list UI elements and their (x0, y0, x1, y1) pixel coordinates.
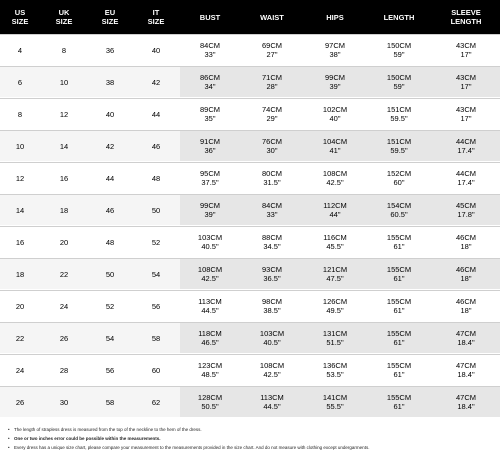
table-row (0, 386, 500, 418)
length-cm: 154CM (386, 201, 412, 210)
hips-cm: 97CM (324, 41, 345, 50)
table-row (0, 226, 500, 258)
waist-cell (240, 163, 304, 193)
length-cell (366, 323, 432, 353)
eu-size-cell: 58 (88, 387, 132, 417)
waist-cell (240, 291, 304, 321)
table-row (0, 290, 500, 322)
sleeve-cm: 46CM (455, 265, 476, 274)
sleeve-inches: 18.4" (457, 402, 475, 411)
waist-cell (240, 131, 304, 161)
it-size-cell: 50 (132, 195, 180, 225)
sleeve-cm: 45CM (455, 201, 476, 210)
note-item (8, 425, 498, 434)
bust-inches: 34" (204, 82, 216, 91)
length-cm: 151CM (386, 105, 412, 114)
hips-cm: 126CM (322, 297, 348, 306)
sleeve-cell (432, 35, 500, 65)
bust-inches: 40.5" (201, 242, 219, 251)
waist-inches: 42.5" (263, 370, 281, 379)
hips-cell (304, 387, 366, 417)
hips-cell (304, 259, 366, 289)
eu-size-cell: 44 (88, 163, 132, 193)
us-size-cell: 12 (0, 163, 40, 193)
table-row (0, 130, 500, 162)
uk-size-cell: 30 (40, 387, 88, 417)
eu-size-cell: 46 (88, 195, 132, 225)
us-size-cell: 4 (0, 35, 40, 65)
header-hips: HIPS (326, 12, 344, 22)
bust-inches: 46.5" (201, 338, 219, 347)
it-size-cell: 42 (132, 67, 180, 97)
bust-cm: 123CM (197, 361, 223, 370)
note-item (8, 443, 498, 452)
waist-cell (240, 195, 304, 225)
sleeve-cell (432, 131, 500, 161)
bust-cm: 118CM (198, 329, 222, 338)
us-size-cell: 8 (0, 99, 40, 129)
header-sleeve: SLEEVE LENGTH (450, 8, 482, 26)
bust-inches: 39" (204, 210, 216, 219)
sleeve-cell (432, 195, 500, 225)
sleeve-inches: 18" (460, 242, 472, 251)
bullet-icon: • (8, 436, 10, 441)
waist-inches: 36.5" (263, 274, 281, 283)
sleeve-inches: 18" (460, 306, 472, 315)
length-cm: 155CM (386, 297, 412, 306)
waist-cell (240, 323, 304, 353)
sleeve-inches: 17.8" (457, 210, 475, 219)
hips-cell (304, 195, 366, 225)
us-size-cell: 24 (0, 355, 40, 385)
header-waist: WAIST (260, 12, 284, 22)
note-text: The length of strapless dress is measured from the top of the neckline to the hem of the dress. (14, 427, 202, 432)
length-cell (366, 387, 432, 417)
table-row (0, 162, 500, 194)
uk-size-cell: 14 (40, 131, 88, 161)
length-cell (366, 35, 432, 65)
uk-size-cell: 20 (40, 227, 88, 257)
it-size-cell: 54 (132, 259, 180, 289)
header-bust: BUST (199, 12, 221, 22)
sleeve-inches: 17" (460, 50, 472, 59)
waist-inches: 29" (266, 114, 278, 123)
hips-cm: 112CM (323, 201, 347, 210)
eu-size-cell: 50 (88, 259, 132, 289)
length-inches: 61" (393, 242, 405, 251)
waist-cell (240, 35, 304, 65)
sleeve-cell (432, 387, 500, 417)
it-size-cell: 40 (132, 35, 180, 65)
length-cm: 150CM (386, 73, 412, 82)
eu-size-cell: 56 (88, 355, 132, 385)
length-inches: 59" (393, 82, 405, 91)
waist-cm: 88CM (261, 233, 282, 242)
bust-cell (180, 355, 240, 385)
waist-cm: 74CM (261, 105, 282, 114)
waist-cm: 76CM (261, 137, 282, 146)
bust-cell (180, 227, 240, 257)
length-cm: 155CM (386, 393, 412, 402)
length-inches: 61" (393, 370, 405, 379)
hips-inches: 51.5" (326, 338, 344, 347)
bust-cm: 91CM (199, 137, 220, 146)
hips-cm: 108CM (322, 169, 348, 178)
eu-size-cell: 36 (88, 35, 132, 65)
waist-cell (240, 387, 304, 417)
it-size-cell: 58 (132, 323, 180, 353)
length-inches: 61" (393, 402, 405, 411)
eu-size-cell: 54 (88, 323, 132, 353)
uk-size-cell: 22 (40, 259, 88, 289)
length-cm: 151CM (386, 137, 412, 146)
hips-cm: 99CM (324, 73, 345, 82)
sleeve-cm: 46CM (455, 233, 476, 242)
waist-cell (240, 99, 304, 129)
waist-inches: 31.5" (263, 178, 281, 187)
length-inches: 61" (393, 274, 405, 283)
bust-inches: 37.5" (201, 178, 219, 187)
it-size-cell: 60 (132, 355, 180, 385)
hips-cell (304, 35, 366, 65)
us-size-cell: 14 (0, 195, 40, 225)
length-cell (366, 355, 432, 385)
sleeve-inches: 17" (460, 82, 472, 91)
waist-cm: 98CM (261, 297, 282, 306)
sleeve-inches: 17" (460, 114, 472, 123)
hips-cell (304, 355, 366, 385)
header-uk: UK SIZE (55, 8, 73, 26)
hips-inches: 49.5" (326, 306, 344, 315)
us-size-cell: 26 (0, 387, 40, 417)
eu-size-cell: 52 (88, 291, 132, 321)
table-row (0, 258, 500, 290)
sleeve-inches: 18" (460, 274, 472, 283)
hips-inches: 55.5" (326, 402, 344, 411)
waist-inches: 44.5" (263, 402, 281, 411)
sleeve-cell (432, 99, 500, 129)
waist-inches: 40.5" (263, 338, 281, 347)
sleeve-cell (432, 163, 500, 193)
waist-inches: 38.5" (263, 306, 281, 315)
waist-cell (240, 67, 304, 97)
hips-inches: 41" (329, 146, 341, 155)
bust-cm: 128CM (197, 393, 223, 402)
hips-cell (304, 163, 366, 193)
eu-size-cell: 48 (88, 227, 132, 257)
length-cm: 150CM (386, 41, 412, 50)
hips-cm: 121CM (322, 265, 348, 274)
length-cell (366, 195, 432, 225)
sleeve-cm: 47CM (455, 329, 476, 338)
bust-cm: 89CM (199, 105, 220, 114)
length-cell (366, 99, 432, 129)
it-size-cell: 44 (132, 99, 180, 129)
length-cm: 155CM (386, 361, 412, 370)
length-inches: 61" (393, 306, 405, 315)
bust-cell (180, 163, 240, 193)
header-it: IT SIZE (147, 8, 165, 26)
uk-size-cell: 24 (40, 291, 88, 321)
waist-cm: 84CM (261, 201, 282, 210)
us-size-cell: 16 (0, 227, 40, 257)
hips-cell (304, 99, 366, 129)
us-size-cell: 20 (0, 291, 40, 321)
note-text: Every dress has a unique size chart, please compare your measurement to the measurements provided in the size chart. And do not measure with clothing except undergarments. (14, 445, 370, 450)
bullet-icon: • (8, 445, 10, 450)
table-row (0, 354, 500, 386)
hips-inches: 47.5" (326, 274, 344, 283)
sleeve-cell (432, 259, 500, 289)
table-row (0, 322, 500, 354)
hips-inches: 53.5" (326, 370, 344, 379)
hips-cell (304, 323, 366, 353)
bust-cm: 84CM (199, 41, 220, 50)
bust-inches: 35" (204, 114, 216, 123)
sleeve-cm: 47CM (455, 361, 476, 370)
waist-cell (240, 259, 304, 289)
length-cm: 155CM (386, 233, 412, 242)
table-row (0, 34, 500, 66)
bust-cell (180, 291, 240, 321)
hips-inches: 39" (329, 82, 341, 91)
length-inches: 59.5" (390, 114, 408, 123)
length-inches: 59.5" (390, 146, 408, 155)
size-table-body (0, 34, 500, 418)
waist-cm: 93CM (261, 265, 282, 274)
note-text: One or two inches error could be possible within the measurements. (14, 436, 161, 441)
uk-size-cell: 28 (40, 355, 88, 385)
bust-inches: 33" (204, 50, 216, 59)
bust-inches: 44.5" (201, 306, 219, 315)
eu-size-cell: 38 (88, 67, 132, 97)
waist-cm: 113CM (260, 393, 284, 402)
us-size-cell: 18 (0, 259, 40, 289)
waist-inches: 30" (266, 146, 278, 155)
header-length: LENGTH (383, 12, 415, 22)
bust-cell (180, 195, 240, 225)
uk-size-cell: 26 (40, 323, 88, 353)
hips-cm: 102CM (322, 105, 348, 114)
hips-cell (304, 227, 366, 257)
it-size-cell: 56 (132, 291, 180, 321)
header-us: US SIZE (11, 8, 29, 26)
us-size-cell: 6 (0, 67, 40, 97)
hips-inches: 40" (329, 114, 341, 123)
waist-inches: 28" (266, 82, 278, 91)
sleeve-cm: 43CM (455, 105, 476, 114)
bust-cell (180, 131, 240, 161)
hips-inches: 42.5" (326, 178, 344, 187)
sleeve-cm: 44CM (455, 137, 476, 146)
length-cell (366, 131, 432, 161)
waist-cm: 103CM (259, 329, 285, 338)
waist-cell (240, 227, 304, 257)
sleeve-cm: 43CM (455, 41, 476, 50)
us-size-cell: 22 (0, 323, 40, 353)
length-inches: 60" (393, 178, 405, 187)
length-cell (366, 67, 432, 97)
length-inches: 61" (393, 338, 405, 347)
waist-cell (240, 355, 304, 385)
hips-cm: 136CM (322, 361, 348, 370)
length-cm: 155CM (386, 329, 412, 338)
it-size-cell: 46 (132, 131, 180, 161)
bust-cm: 113CM (198, 297, 222, 306)
sleeve-cm: 47CM (455, 393, 476, 402)
sleeve-cm: 44CM (455, 169, 476, 178)
hips-cell (304, 291, 366, 321)
hips-cm: 104CM (322, 137, 348, 146)
bust-cell (180, 323, 240, 353)
it-size-cell: 62 (132, 387, 180, 417)
note-item (8, 434, 498, 443)
length-cell (366, 259, 432, 289)
table-row (0, 194, 500, 226)
length-cell (366, 291, 432, 321)
table-header (0, 0, 500, 34)
bust-cm: 99CM (199, 201, 220, 210)
bust-inches: 50.5" (201, 402, 219, 411)
length-inches: 60.5" (390, 210, 408, 219)
it-size-cell: 52 (132, 227, 180, 257)
header-eu: EU SIZE (101, 8, 119, 26)
sleeve-inches: 17.4" (457, 178, 475, 187)
bust-cm: 86CM (199, 73, 220, 82)
us-size-cell: 10 (0, 131, 40, 161)
uk-size-cell: 12 (40, 99, 88, 129)
table-row (0, 98, 500, 130)
sleeve-cm: 46CM (455, 297, 476, 306)
sleeve-inches: 17.4" (457, 146, 475, 155)
notes (8, 425, 498, 452)
waist-cm: 69CM (261, 41, 282, 50)
bust-inches: 36" (204, 146, 216, 155)
uk-size-cell: 10 (40, 67, 88, 97)
waist-cm: 71CM (261, 73, 282, 82)
bust-inches: 42.5" (201, 274, 219, 283)
length-cell (366, 227, 432, 257)
sleeve-cell (432, 227, 500, 257)
bust-cell (180, 99, 240, 129)
it-size-cell: 48 (132, 163, 180, 193)
bust-cell (180, 67, 240, 97)
sleeve-cell (432, 291, 500, 321)
sleeve-cell (432, 355, 500, 385)
table-row (0, 66, 500, 98)
length-cm: 152CM (386, 169, 412, 178)
sleeve-inches: 18.4" (457, 370, 475, 379)
hips-inches: 45.5" (326, 242, 344, 251)
hips-inches: 38" (329, 50, 341, 59)
waist-inches: 27" (266, 50, 278, 59)
bullet-icon: • (8, 427, 10, 432)
bust-cm: 103CM (197, 233, 223, 242)
bust-cell (180, 35, 240, 65)
hips-cell (304, 67, 366, 97)
length-inches: 59" (393, 50, 405, 59)
uk-size-cell: 16 (40, 163, 88, 193)
length-cm: 155CM (386, 265, 412, 274)
uk-size-cell: 8 (40, 35, 88, 65)
hips-inches: 44" (329, 210, 341, 219)
bust-cm: 95CM (199, 169, 220, 178)
hips-cm: 116CM (323, 233, 347, 242)
eu-size-cell: 40 (88, 99, 132, 129)
bust-cm: 108CM (197, 265, 223, 274)
bust-inches: 48.5" (201, 370, 219, 379)
waist-cm: 108CM (259, 361, 285, 370)
hips-cm: 141CM (322, 393, 348, 402)
hips-cell (304, 131, 366, 161)
length-cell (366, 163, 432, 193)
eu-size-cell: 42 (88, 131, 132, 161)
sleeve-inches: 18.4" (457, 338, 475, 347)
waist-cm: 80CM (261, 169, 282, 178)
bust-cell (180, 259, 240, 289)
bust-cell (180, 387, 240, 417)
waist-inches: 34.5" (263, 242, 281, 251)
sleeve-cm: 43CM (455, 73, 476, 82)
sleeve-cell (432, 323, 500, 353)
hips-cm: 131CM (322, 329, 348, 338)
uk-size-cell: 18 (40, 195, 88, 225)
waist-inches: 33" (266, 210, 278, 219)
sleeve-cell (432, 67, 500, 97)
